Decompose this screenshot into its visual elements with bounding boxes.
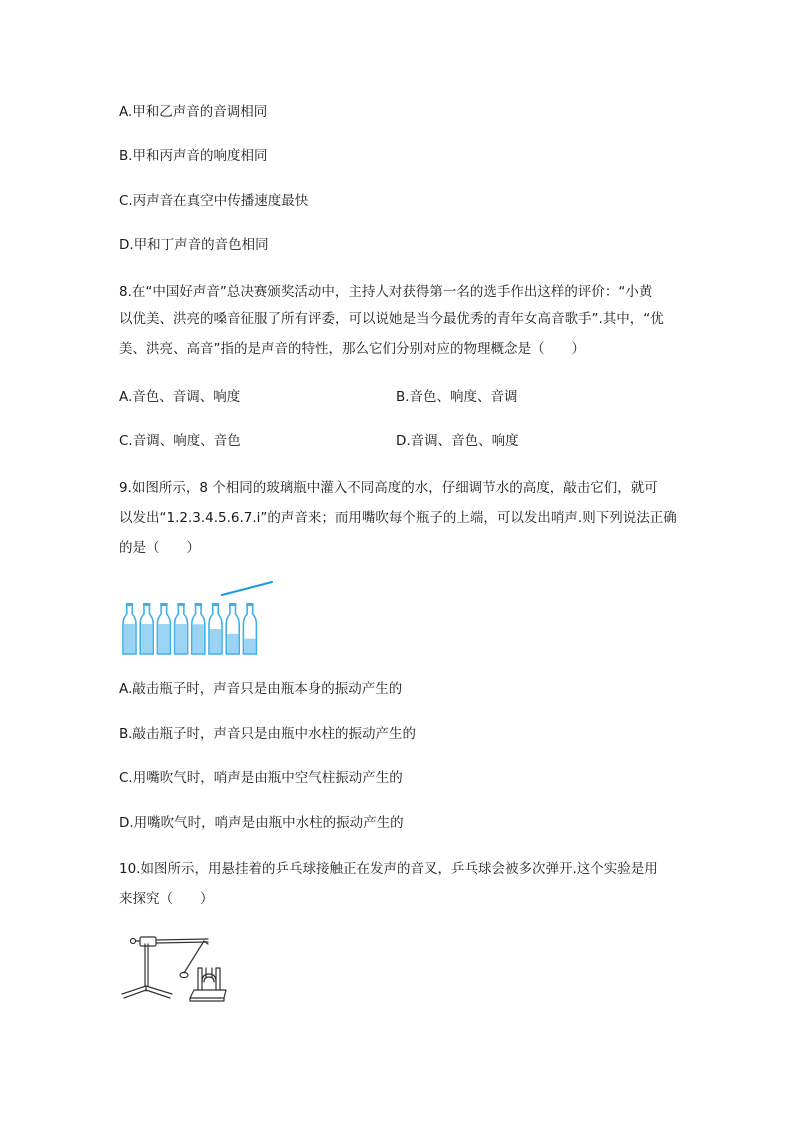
bottle: [140, 603, 153, 654]
bottle-lip: [246, 603, 254, 606]
bottle-water: [124, 624, 135, 654]
q9-option-c: C.用嘴吹气时，哨声是由瓶中空气柱振动产生的: [119, 770, 403, 786]
q7-option-a: A.甲和乙声音的音调相同: [119, 104, 268, 120]
bottle-lip: [143, 603, 151, 606]
q10-stem-line-1: 10.如图所示，用悬挂着的乒乓球接触正在发声的音叉，乒乓球会被多次弹开.这个实验是用: [119, 861, 658, 877]
bottles-figure: [116, 576, 282, 658]
q9-option-d: D.用嘴吹气时，哨声是由瓶中水柱的振动产生的: [119, 815, 404, 831]
bottle-water: [244, 639, 255, 654]
suspended-ping-pong-ball: [180, 941, 208, 978]
bottle: [175, 603, 188, 654]
bottle-lip: [177, 603, 185, 606]
q8-stem-line-3: 美、洪亮、高音”指的是声音的特性，那么它们分别对应的物理概念是（ ）: [119, 341, 585, 357]
bottle-lip: [212, 603, 220, 606]
bottle: [192, 603, 205, 654]
bottle-lip: [229, 603, 237, 606]
q8-stem-line-2: 以优美、洪亮的嗓音征服了所有评委，可以说她是当今最优秀的青年女高音歌手”.其中，“优: [119, 311, 664, 327]
stand: [122, 937, 208, 998]
q9-stem-line-1: 9.如图所示，8 个相同的玻璃瓶中灌入不同高度的水，仔细调节水的高度，敲击它们，就可: [119, 480, 658, 496]
bottle-water: [193, 624, 204, 654]
q7-option-b: B.甲和丙声音的响度相同: [119, 148, 268, 164]
bottle: [157, 603, 170, 654]
bottle-water: [210, 629, 221, 654]
bottle-water: [176, 624, 187, 654]
q8-stem-line-1: 8.在“中国好声音”总决赛颁奖活动中，主持人对获得第一名的选手作出这样的评价：“小黄: [119, 284, 653, 300]
bottle-water: [158, 624, 169, 654]
q8-option-d: D.音调、音色、响度: [396, 433, 519, 449]
tuning-fork-figure: [118, 928, 242, 1008]
q7-option-c: C.丙声音在真空中传播速度最快: [119, 193, 309, 209]
bottle: [123, 603, 136, 654]
striking-stick: [222, 582, 272, 595]
bottle-water: [227, 634, 238, 654]
q9-stem-line-2: 以发出“1.2.3.4.5.6.7.i”的声音来；而用嘴吹每个瓶子的上端，可以发出哨声.则下列说法正确: [119, 510, 677, 526]
bottle-lip: [160, 603, 168, 606]
q9-option-a: A.敲击瓶子时，声音只是由瓶本身的振动产生的: [119, 681, 403, 697]
bottle: [243, 603, 256, 654]
q9-stem-line-3: 的是（ ）: [119, 540, 200, 556]
q8-option-a: A.音色、音调、响度: [119, 389, 241, 405]
bottle: [226, 603, 239, 654]
bottle-water: [141, 624, 152, 654]
q7-option-d: D.甲和丁声音的音色相同: [119, 237, 269, 253]
bottle-lip: [126, 603, 134, 606]
q8-option-b: B.音色、响度、音调: [396, 389, 518, 405]
tuning-fork: [190, 968, 226, 1001]
q10-stem-line-2: 来探究（ ）: [119, 891, 214, 907]
bottle-lip: [195, 603, 203, 606]
q9-option-b: B.敲击瓶子时，声音只是由瓶中水柱的振动产生的: [119, 726, 417, 742]
q8-option-c: C.音调、响度、音色: [119, 433, 241, 449]
bottle: [209, 603, 222, 654]
